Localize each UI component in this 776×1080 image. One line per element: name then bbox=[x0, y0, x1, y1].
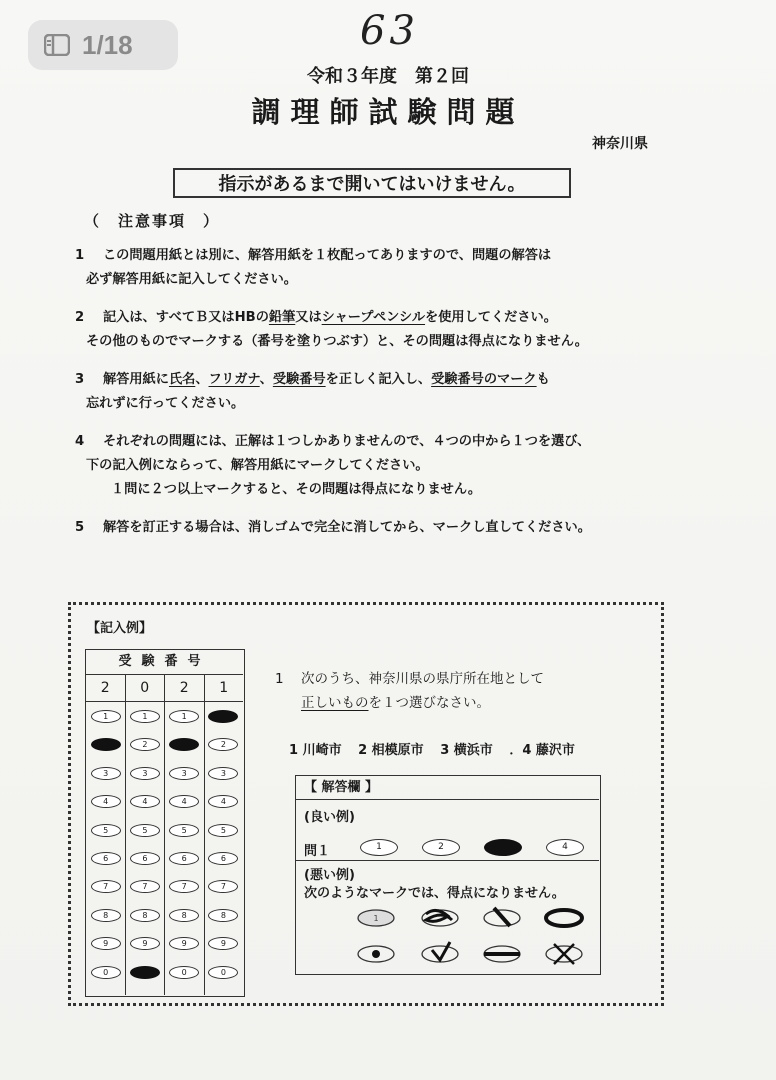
example-box: 【記入例】 受験番号 2 0 2 1 1 3 4 5 6 7 8 9 0 1 2 3 4 5 6 7 8 9 1 3 4 5 6 7 8 9 0 2 3 4 5 6 7 8 9 0 1 次のうち、神奈川県の県庁所在地として 正しいものを１つ選びなさい。 1 川崎市 2 相模原市 3 横浜市 ．4 藤沢市 【 解答欄 】 (良い例) 問１ 1 2 4 (悪い例) 次のようなマークでは、得点になりません。 1 bbox=[68, 602, 664, 1006]
grid-bubble: 3 bbox=[208, 767, 238, 780]
note-item: 4 それぞれの問題には、正解は１つしかありませんので、４つの中から１つを選び、 下の記入例にならって、解答用紙にマークしてください。 １問に２つ以上マークすると、その問題は得点になりません。 bbox=[75, 434, 591, 497]
grid-bubble: 9 bbox=[169, 937, 199, 950]
grid-digits: 2 0 2 1 bbox=[86, 675, 243, 702]
grid-bubble: 7 bbox=[91, 880, 121, 893]
grid-bubble: 9 bbox=[91, 937, 121, 950]
exam-subtitle: 令和３年度 第２回 bbox=[307, 66, 469, 87]
answer-bubble: 2 bbox=[422, 839, 460, 856]
grid-bubble: 1 bbox=[169, 710, 199, 723]
grid-bubble: 0 bbox=[208, 966, 238, 979]
grid-bubble: 8 bbox=[169, 909, 199, 922]
grid-bubble: 3 bbox=[91, 767, 121, 780]
note-item: 1 この問題用紙とは別に、解答用紙を１枚配ってありますので、問題の解答は 必ず解答用紙に記入してください。 bbox=[75, 248, 552, 287]
page-count: 1/18 bbox=[82, 29, 133, 60]
example-choices: 1 川崎市 2 相模原市 3 横浜市 ．4 藤沢市 bbox=[289, 743, 575, 758]
handwritten-number: 63 bbox=[360, 8, 419, 54]
bad-example-label: (悪い例) bbox=[304, 868, 355, 883]
exam-number-grid bbox=[85, 649, 245, 997]
answer-header: 【 解答欄 】 bbox=[296, 776, 599, 800]
grid-bubble: 2 bbox=[130, 738, 160, 751]
grid-bubble: 1 bbox=[130, 710, 160, 723]
grid-bubble: 5 bbox=[208, 824, 238, 837]
grid-bubble: 3 bbox=[130, 767, 160, 780]
grid-bubble: 4 bbox=[91, 795, 121, 808]
grid-bubble: 9 bbox=[130, 937, 160, 950]
answer-bubble: 4 bbox=[546, 839, 584, 856]
grid-bubble: 6 bbox=[130, 852, 160, 865]
prefecture: 神奈川県 bbox=[592, 136, 648, 152]
grid-bubble: 6 bbox=[208, 852, 238, 865]
grid-bubble: 2 bbox=[208, 738, 238, 751]
question-label: 問１ bbox=[304, 844, 331, 859]
answer-box bbox=[295, 775, 601, 975]
notes-heading: （ 注意事項 ） bbox=[84, 212, 221, 230]
svg-text:1: 1 bbox=[373, 914, 379, 923]
grid-bubble: 6 bbox=[169, 852, 199, 865]
grid-bubble: 8 bbox=[130, 909, 160, 922]
grid-bubble: 7 bbox=[169, 880, 199, 893]
example-label: 【記入例】 bbox=[87, 621, 153, 636]
answer-divider bbox=[296, 860, 599, 861]
notes-list bbox=[75, 244, 695, 552]
grid-bubble: 5 bbox=[169, 824, 199, 837]
grid-bubble: 4 bbox=[130, 795, 160, 808]
bad-example-text: 次のようなマークでは、得点になりません。 bbox=[304, 886, 565, 901]
bad-marks-icon bbox=[356, 904, 596, 970]
grid-bubble: 4 bbox=[208, 795, 238, 808]
grid-bubble: 5 bbox=[130, 824, 160, 837]
good-example-label: (良い例) bbox=[304, 810, 355, 825]
grid-bubble: 4 bbox=[169, 795, 199, 808]
grid-bubble: 0 bbox=[91, 966, 121, 979]
grid-bubble: 5 bbox=[91, 824, 121, 837]
book-icon bbox=[44, 34, 70, 56]
grid-bubble: 8 bbox=[208, 909, 238, 922]
answer-bubble-filled bbox=[484, 839, 522, 856]
exam-title: 調理師試験問題 bbox=[251, 95, 525, 129]
note-item: 3 解答用紙に氏名、フリガナ、受験番号を正しく記入し、受験番号のマークも 忘れずに行ってください。 bbox=[75, 372, 550, 411]
grid-bubble: 6 bbox=[91, 852, 121, 865]
grid-bubble: 7 bbox=[208, 880, 238, 893]
grid-bubble: 3 bbox=[169, 767, 199, 780]
grid-bubble: 9 bbox=[208, 937, 238, 950]
grid-bubble bbox=[130, 966, 160, 979]
grid-bubble: 7 bbox=[130, 880, 160, 893]
grid-bubble: 0 bbox=[169, 966, 199, 979]
grid-bubble: 1 bbox=[91, 710, 121, 723]
grid-bubble: 8 bbox=[91, 909, 121, 922]
note-item: 5 解答を訂正する場合は、消しゴムで完全に消してから、マークし直してください。 bbox=[75, 520, 591, 535]
note-item: 2 記入は、すべてＢ又はHBの鉛筆又はシャープペンシルを使用してください。 その他のものでマークする（番号を塗りつぶす）と、その問題は得点になりません。 bbox=[75, 310, 588, 349]
warning-box: 指示があるまで開いてはいけません。 bbox=[173, 168, 571, 198]
answer-bubble: 1 bbox=[360, 839, 398, 856]
grid-header: 受験番号 bbox=[86, 650, 243, 675]
